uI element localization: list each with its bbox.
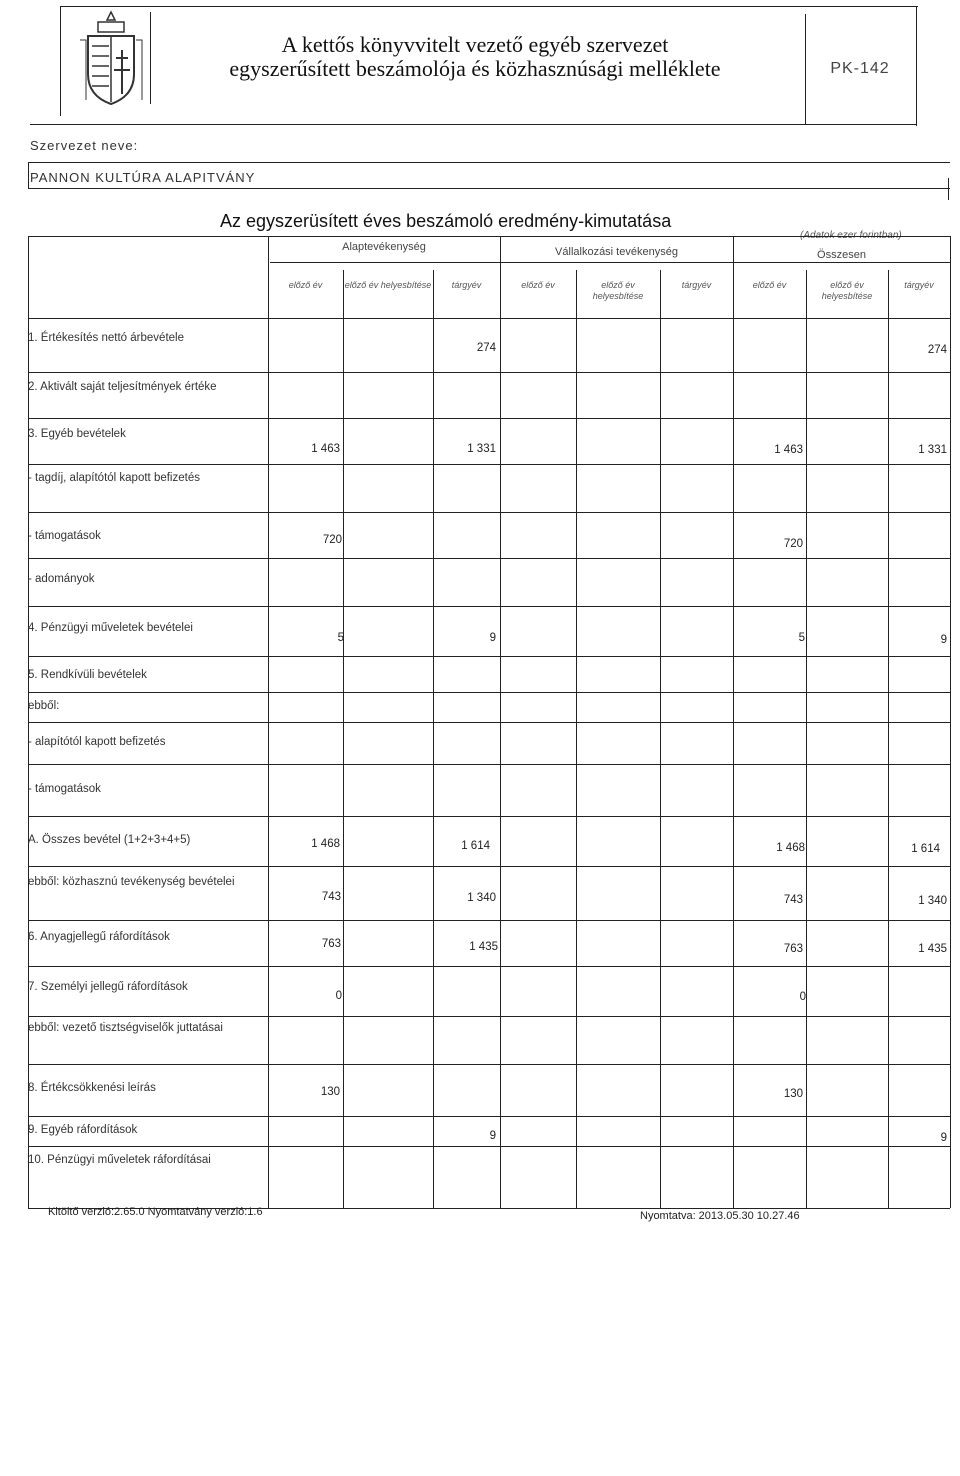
subcol-header: előző év helyesbítése <box>592 280 644 301</box>
table-right-border <box>950 236 951 1208</box>
row-separator <box>28 606 950 607</box>
cell-value: 1 614 <box>461 840 490 852</box>
row-separator <box>28 656 950 657</box>
cell-value: 0 <box>799 991 806 1003</box>
subcol-header: tárgyév <box>451 280 482 290</box>
subcol-header: előző év <box>288 280 323 290</box>
code-box-bottom <box>805 124 917 125</box>
row-separator <box>28 722 950 723</box>
table-top-line <box>28 236 950 237</box>
col-divider-1 <box>343 270 344 1208</box>
row-label: 3. Egyéb bevételek <box>28 428 126 440</box>
row-label: ebből: közhasznú tevékenység bevételei <box>28 876 235 888</box>
footer-version: Kitöltő verzió:2.65.0 Nyomtatvány verzió:1.6 <box>48 1206 263 1218</box>
row-label: 10. Pénzügyi műveletek ráfordításai <box>28 1154 211 1166</box>
row-label: - támogatások <box>28 530 101 542</box>
subcol-header: előző év helyesbítése <box>821 280 873 301</box>
group-header-total: Összesen <box>817 249 866 261</box>
cell-value: 1 468 <box>776 842 805 854</box>
cell-value: 5 <box>337 632 344 644</box>
col-divider-8 <box>888 270 889 1208</box>
row-separator <box>28 966 950 967</box>
row-label: 2. Aktivált saját teljesítmények értéke <box>28 381 217 393</box>
subcol-header: tárgyév <box>681 280 712 290</box>
org-field-top <box>28 162 950 163</box>
group-header-line <box>270 262 950 263</box>
row-separator <box>28 816 950 817</box>
cell-value: 1 463 <box>774 444 803 456</box>
row-label: 5. Rendkívüli bevételek <box>28 669 147 681</box>
row-separator <box>28 558 950 559</box>
cell-value: 130 <box>320 1086 340 1098</box>
cell-value: 1 614 <box>911 843 940 855</box>
form-code: PK-142 <box>830 60 890 77</box>
row-separator <box>28 692 950 693</box>
cell-value: 9 <box>940 634 947 646</box>
org-name-value: PANNON KULTÚRA ALAPITVÁNY <box>30 170 256 185</box>
row-label: 8. Értékcsökkenési leírás <box>28 1082 156 1094</box>
group-header-basic: Alaptevékenység <box>342 241 426 253</box>
org-field-left <box>28 162 29 188</box>
row-label: ebből: <box>28 700 60 712</box>
cell-value: 1 468 <box>311 838 340 850</box>
row-separator <box>28 1064 950 1065</box>
cell-value: 720 <box>783 538 803 550</box>
row-separator <box>28 764 950 765</box>
cell-value: 1 331 <box>467 443 496 455</box>
cell-value: 763 <box>783 943 803 955</box>
subcol-header: előző év <box>521 280 555 290</box>
cell-value: 5 <box>798 632 805 644</box>
cell-value: 743 <box>783 894 803 906</box>
row-label: 7. Személyi jellegű ráfordítások <box>28 981 188 993</box>
cell-value: 0 <box>335 990 342 1002</box>
org-field-right <box>948 178 949 200</box>
cell-value: 743 <box>321 891 341 903</box>
subcol-header: előző év helyesbítése <box>344 280 432 290</box>
cell-value: 1 435 <box>918 943 947 955</box>
row-separator <box>28 464 950 465</box>
group-header-business: Vállalkozási tevékenység <box>555 246 678 258</box>
subcol-header: előző év <box>752 280 787 290</box>
row-separator <box>28 866 950 867</box>
header-bottom-line <box>28 318 950 319</box>
cell-value: 1 340 <box>467 892 496 904</box>
row-label: 1. Értékesítés nettó árbevétele <box>28 332 184 344</box>
cell-value: 274 <box>927 344 947 356</box>
row-label: 6. Anyagjellegű ráfordítások <box>28 931 170 943</box>
org-top-line <box>30 124 805 125</box>
col-divider-5 <box>660 270 661 1208</box>
col-divider-4 <box>576 270 577 1208</box>
cell-value: 720 <box>322 534 342 546</box>
row-label: - támogatások <box>28 783 101 795</box>
form-title-line1: A kettős könyvvitelt vezető egyéb szervezet <box>281 32 669 57</box>
cell-value: 1 331 <box>918 444 947 456</box>
cell-value: 9 <box>940 1132 947 1144</box>
row-separator <box>28 920 950 921</box>
cell-value: 1 340 <box>918 895 947 907</box>
footer-print-date: Nyomtatva: 2013.05.30 10.27.46 <box>640 1210 800 1222</box>
header-left-border <box>60 6 61 116</box>
coat-of-arms-logo <box>78 10 144 108</box>
row-label: ebből: vezető tisztségviselők juttatásai <box>28 1022 223 1034</box>
subcol-header: tárgyév <box>904 280 934 290</box>
org-field-bottom <box>28 188 950 189</box>
row-separator <box>28 1016 950 1017</box>
row-label: - adományok <box>28 573 95 585</box>
section-title: Az egyszerüsített éves beszámoló eredmény-kimutatása <box>220 211 672 231</box>
form-title-line2: egyszerűsített beszámolója és közhasznúsági melléklete <box>229 56 721 81</box>
cell-value: 9 <box>489 632 496 644</box>
col-divider-2 <box>433 270 434 1208</box>
cell-value: 1 463 <box>311 443 340 455</box>
row-separator <box>28 512 950 513</box>
col-divider-7 <box>806 270 807 1208</box>
row-label: A. Összes bevétel (1+2+3+4+5) <box>28 834 191 846</box>
row-separator <box>28 1116 950 1117</box>
header-top-border <box>60 6 918 7</box>
row-separator <box>28 372 950 373</box>
cell-value: 1 435 <box>469 941 498 953</box>
row-separator <box>28 418 950 419</box>
row-separator <box>28 1146 950 1147</box>
row-label: - tagdíj, alapítótól kapott befizetés <box>28 472 200 484</box>
cell-value: 274 <box>476 342 496 354</box>
cell-value: 9 <box>489 1130 496 1142</box>
row-label: - alapítótól kapott befizetés <box>28 736 166 748</box>
cell-value: 130 <box>783 1088 803 1100</box>
org-name-label: Szervezet neve: <box>30 138 139 153</box>
cell-value: 763 <box>321 938 341 950</box>
row-label: 4. Pénzügyi műveletek bevételei <box>28 622 193 634</box>
row-label: 9. Egyéb ráfordítások <box>28 1124 138 1136</box>
code-box-right <box>916 6 917 126</box>
